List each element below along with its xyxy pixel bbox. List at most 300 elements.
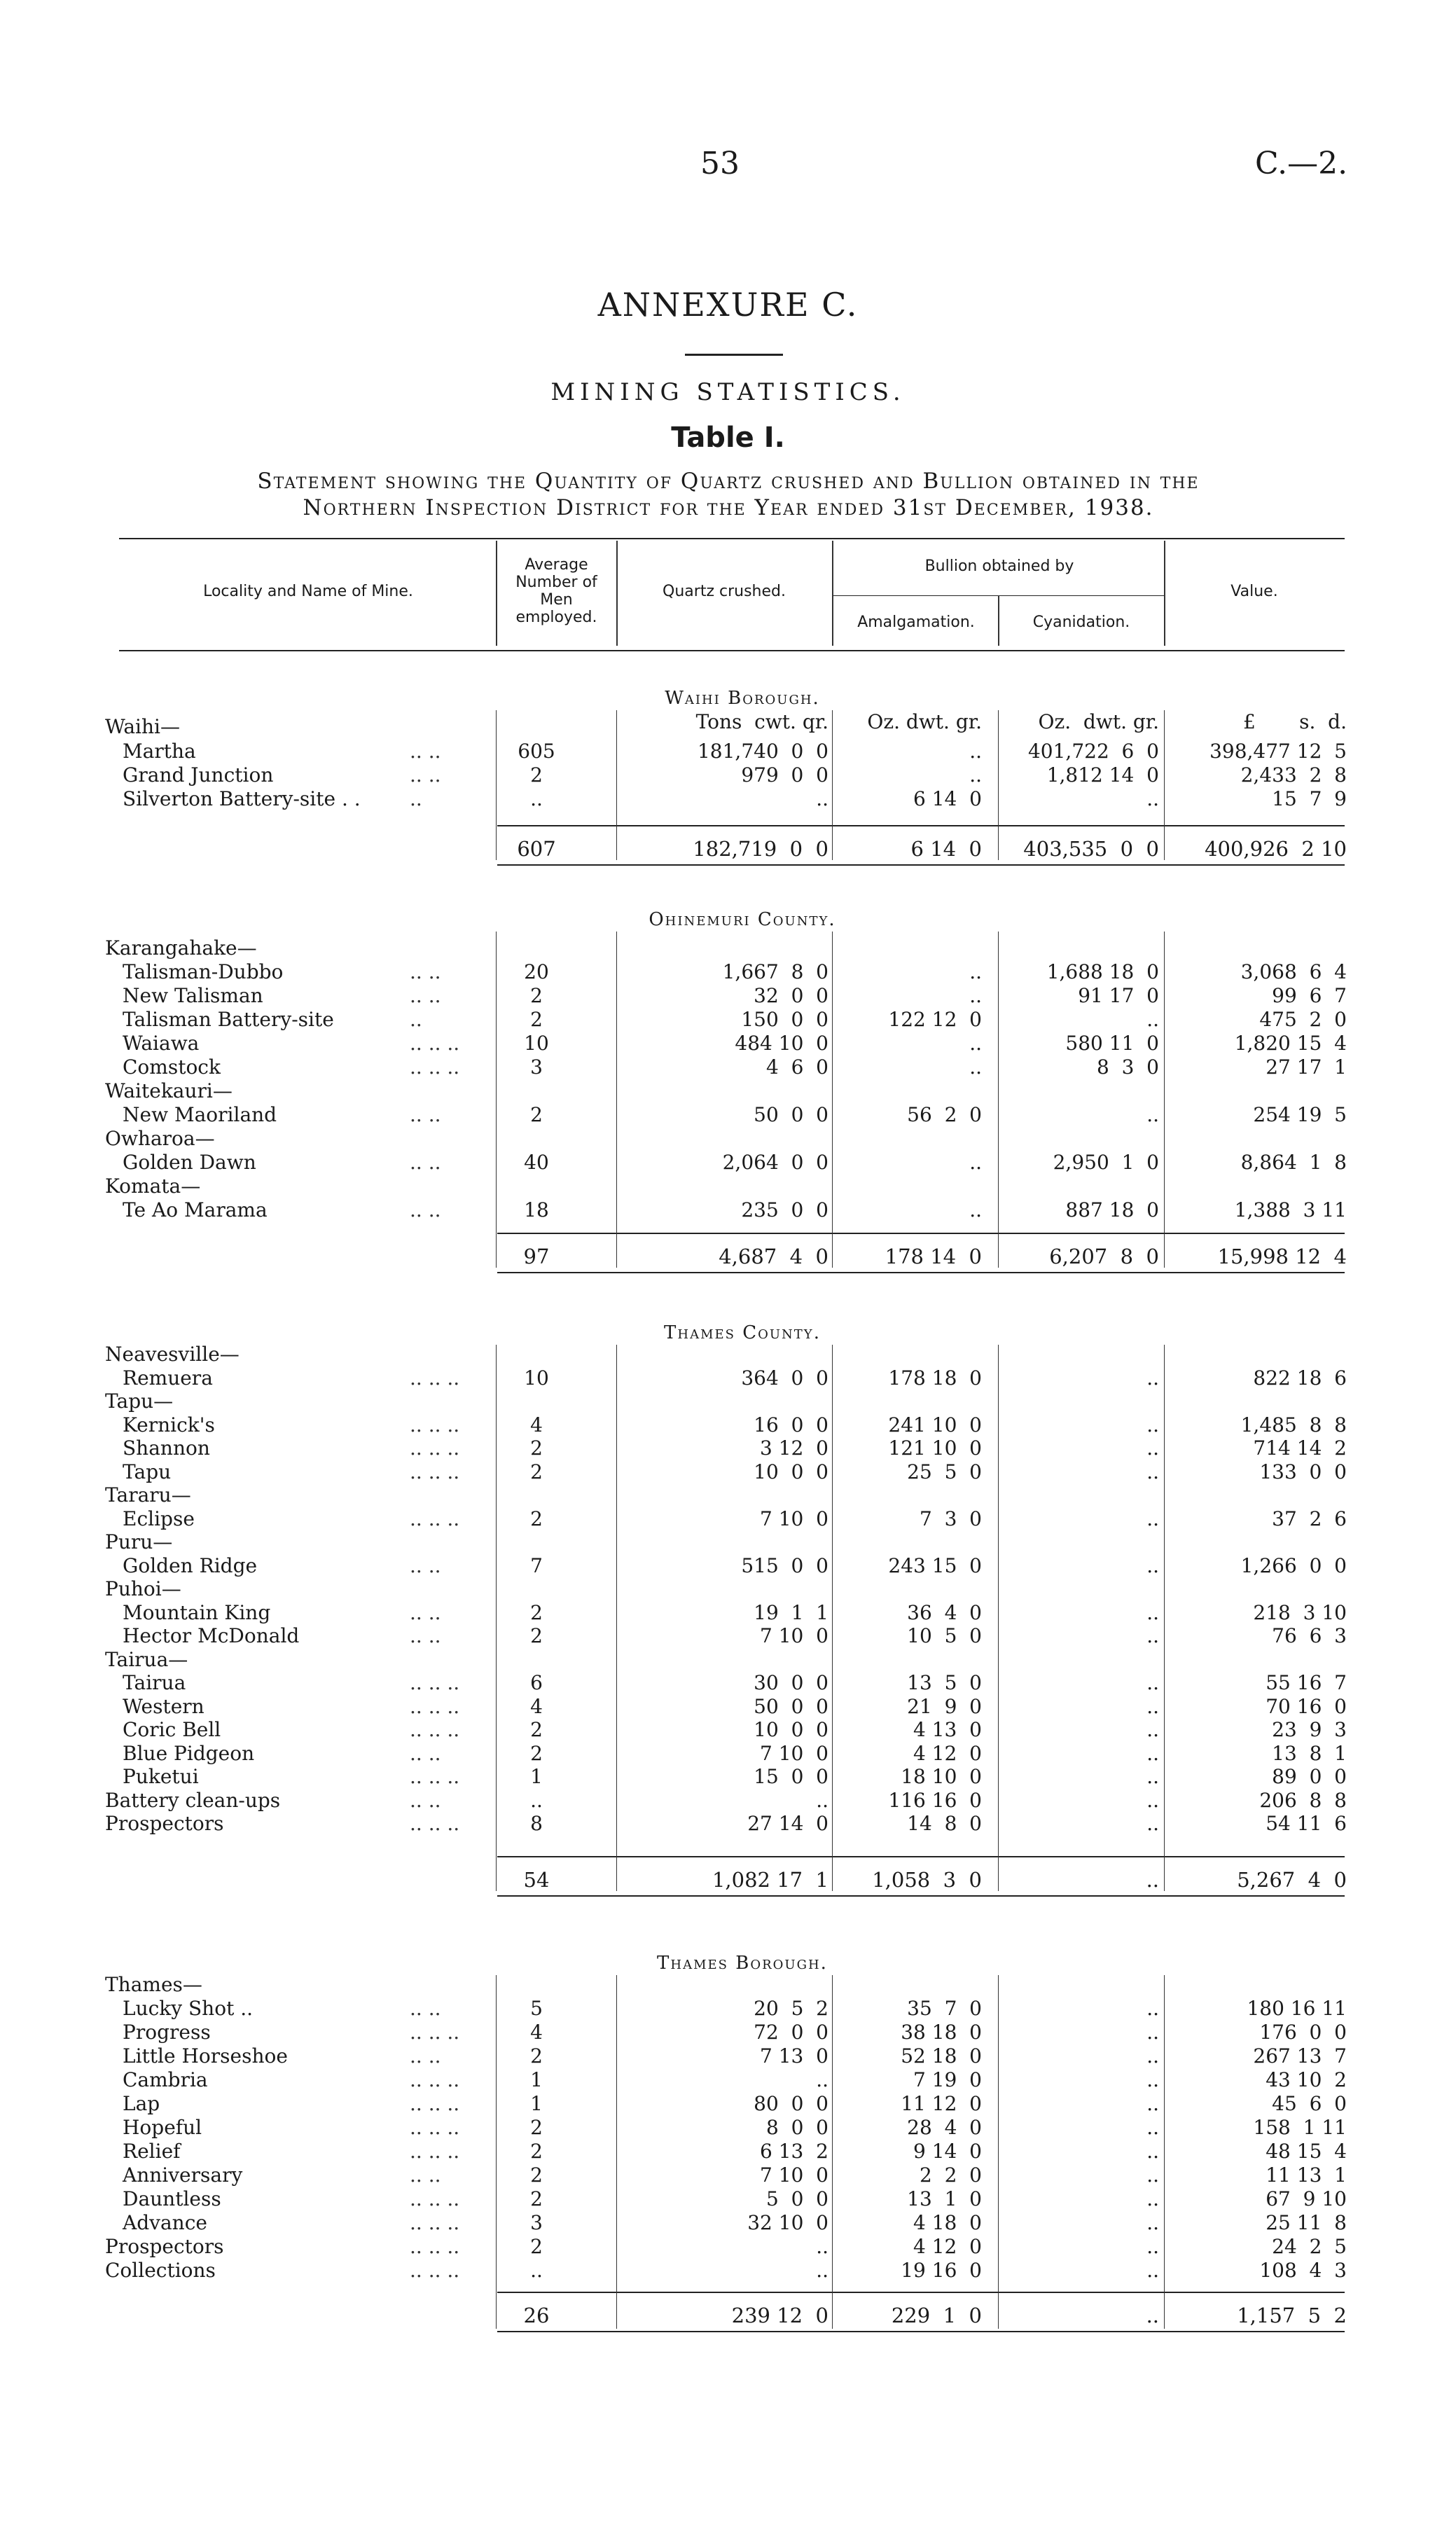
cyanidation-value: .. <box>1146 1366 1159 1390</box>
section-title: Ohinemuri County. <box>649 909 836 930</box>
document-reference: C.—2. <box>1255 146 1348 181</box>
group-label: Waitekauri— <box>105 1079 233 1102</box>
amalgamation-value: 28 4 0 <box>907 2116 982 2139</box>
cyanidation-value: .. <box>1146 1694 1159 1718</box>
unit-label: Tons cwt. qr. <box>695 710 828 733</box>
men-employed: 2 <box>530 2044 543 2068</box>
value: 822 18 6 <box>1253 1366 1347 1390</box>
mine-name: Relief <box>123 2140 181 2163</box>
value: 54 11 6 <box>1266 1812 1347 1835</box>
total-amalgamation: 229 1 0 <box>891 2304 982 2327</box>
total-quartz: 182,719 0 0 <box>693 837 828 861</box>
mine-name: Martha <box>123 740 196 763</box>
total-quartz: 4,687 4 0 <box>719 1245 828 1268</box>
cyanidation-value: .. <box>1146 1413 1159 1436</box>
cyanidation-value: .. <box>1146 1741 1159 1765</box>
column-divider <box>496 710 497 860</box>
total-bottom-rule <box>497 864 1345 866</box>
men-employed: 2 <box>530 984 543 1007</box>
cyanidation-value: .. <box>1146 2235 1159 2258</box>
leader-dots: .. .. <box>410 1103 441 1126</box>
leader-dots: .. .. .. <box>410 1671 460 1694</box>
value: 23 9 3 <box>1272 1718 1347 1741</box>
unit-label: £ s. d. <box>1242 710 1347 733</box>
header-quartz: Quartz crushed. <box>663 583 786 600</box>
cyanidation-value: .. <box>1146 2116 1159 2139</box>
value: 11 13 1 <box>1266 2163 1347 2187</box>
value: 1,388 3 11 <box>1234 1198 1347 1221</box>
column-divider <box>496 1975 497 2329</box>
value: 45 6 0 <box>1272 2092 1347 2115</box>
quartz-crushed: 72 0 0 <box>754 2021 828 2044</box>
quartz-crushed: 7 10 0 <box>760 1507 828 1530</box>
cyanidation-value: .. <box>1146 2259 1159 2282</box>
cyanidation-value: .. <box>1146 1812 1159 1835</box>
value: 1,266 0 0 <box>1240 1553 1347 1577</box>
mine-name: Lucky Shot .. <box>123 1997 254 2020</box>
amalgamation-value: .. <box>969 763 982 787</box>
group-label: Prospectors <box>105 1812 224 1835</box>
mine-name: Waiawa <box>123 1032 200 1055</box>
men-employed: 2 <box>530 2187 543 2210</box>
mine-name: Grand Junction <box>123 763 274 787</box>
header-bullion: Bullion obtained by <box>924 558 1074 575</box>
value: 67 9 10 <box>1266 2187 1347 2210</box>
mine-name: Advance <box>123 2211 207 2234</box>
total-rule <box>497 825 1345 826</box>
men-employed: 20 <box>524 960 549 983</box>
mine-name: Golden Dawn <box>123 1151 256 1174</box>
header-amalgamation: Amalgamation. <box>857 614 975 631</box>
total-value: 400,926 2 10 <box>1205 837 1347 861</box>
amalgamation-value: 11 12 0 <box>901 2092 982 2115</box>
quartz-crushed: 15 0 0 <box>754 1765 828 1788</box>
value: 8,864 1 8 <box>1240 1151 1347 1174</box>
leader-dots: .. .. .. <box>410 1413 460 1436</box>
men-employed: 3 <box>530 2211 543 2234</box>
quartz-crushed: 515 0 0 <box>741 1553 828 1577</box>
column-divider <box>616 1345 617 1891</box>
cyanidation-value: .. <box>1146 1507 1159 1530</box>
mine-name: Western <box>123 1694 204 1718</box>
leader-dots: .. .. .. <box>410 2211 460 2234</box>
amalgamation-value: 52 18 0 <box>901 2044 982 2068</box>
column-divider <box>998 1975 999 2329</box>
header-men-line: Average <box>525 556 588 574</box>
cyanidation-value: .. <box>1146 1103 1159 1126</box>
section-title: Thames Borough. <box>657 1953 828 1974</box>
total-rule <box>497 2292 1345 2293</box>
table-top-rule <box>119 538 1345 539</box>
table-label: Table I. <box>671 422 785 454</box>
men-employed: 6 <box>530 1671 543 1694</box>
amalgamation-value: 56 2 0 <box>907 1103 982 1126</box>
quartz-crushed: 150 0 0 <box>741 1008 828 1031</box>
cyanidation-value: .. <box>1146 1718 1159 1741</box>
cyanidation-value: .. <box>1146 1553 1159 1577</box>
men-employed: 2 <box>530 1103 543 1126</box>
men-employed: 2 <box>530 2235 543 2258</box>
mine-name: Blue Pidgeon <box>123 1741 255 1765</box>
cyanidation-value: .. <box>1146 787 1159 810</box>
group-label: Puru— <box>105 1530 173 1553</box>
total-men: 26 <box>523 2304 550 2327</box>
men-employed: 4 <box>530 1694 543 1718</box>
value: 27 17 1 <box>1266 1055 1347 1079</box>
leader-dots: .. .. <box>410 1600 441 1624</box>
leader-dots: .. .. .. <box>410 1812 460 1835</box>
total-men: 607 <box>517 837 556 861</box>
cyanidation-value: .. <box>1146 1997 1159 2020</box>
cyanidation-value: .. <box>1146 1624 1159 1647</box>
cyanidation-value: 401,722 6 0 <box>1027 740 1159 763</box>
column-divider <box>616 932 617 1268</box>
group-label: Komata— <box>105 1175 201 1198</box>
mine-name: Remuera <box>123 1366 213 1390</box>
men-employed: .. <box>530 787 543 810</box>
section-title: Waihi Borough. <box>665 688 820 709</box>
men-employed: 2 <box>530 1741 543 1765</box>
mine-name: Hector McDonald <box>123 1624 300 1647</box>
quartz-crushed: .. <box>816 2068 828 2091</box>
leader-dots: .. .. .. <box>410 2187 460 2210</box>
value: 475 2 0 <box>1259 1008 1347 1031</box>
value: 206 8 8 <box>1259 1788 1347 1812</box>
group-label: Waihi— <box>105 715 180 738</box>
amalgamation-value: 9 14 0 <box>913 2140 982 2163</box>
statement-line-2: Northern Inspection District for the Year ended 31st December, 1938. <box>303 495 1154 520</box>
cyanidation-value: 887 18 0 <box>1065 1198 1159 1221</box>
quartz-crushed: 10 0 0 <box>754 1460 828 1483</box>
annexure-title: ANNEXURE C. <box>597 286 859 324</box>
amalgamation-value: 4 13 0 <box>913 1718 982 1741</box>
column-divider <box>998 1345 999 1891</box>
men-employed: 5 <box>530 1997 543 2020</box>
cyanidation-value: .. <box>1146 2068 1159 2091</box>
leader-dots: .. .. <box>410 1624 441 1647</box>
cyanidation-value: 1,688 18 0 <box>1046 960 1159 983</box>
amalgamation-value: 13 1 0 <box>907 2187 982 2210</box>
column-divider <box>496 1345 497 1891</box>
amalgamation-value: 178 18 0 <box>888 1366 982 1390</box>
total-men: 97 <box>523 1245 550 1268</box>
header-bottom-rule <box>119 650 1345 651</box>
quartz-crushed: 20 5 2 <box>754 1997 828 2020</box>
value: 108 4 3 <box>1259 2259 1347 2282</box>
group-label: Owharoa— <box>105 1127 215 1150</box>
total-quartz: 1,082 17 1 <box>712 1868 828 1892</box>
amalgamation-value: .. <box>969 740 982 763</box>
amalgamation-value: 38 18 0 <box>901 2021 982 2044</box>
value: 218 3 10 <box>1253 1600 1347 1624</box>
cyanidation-value: .. <box>1146 2092 1159 2115</box>
quartz-crushed: .. <box>816 2235 828 2258</box>
value: 398,477 12 5 <box>1209 740 1347 763</box>
value: 2,433 2 8 <box>1240 763 1347 787</box>
men-employed: 7 <box>530 1553 543 1577</box>
page-number: 53 <box>700 146 740 181</box>
leader-dots: .. .. .. <box>410 2259 460 2282</box>
group-label: Neavesville— <box>105 1343 240 1366</box>
group-label: Tapu— <box>105 1390 174 1413</box>
value: 25 11 8 <box>1266 2211 1347 2234</box>
total-quartz: 239 12 0 <box>731 2304 828 2327</box>
men-employed: 2 <box>530 1624 543 1647</box>
value: 70 16 0 <box>1266 1694 1347 1718</box>
header-divider <box>496 541 497 646</box>
men-employed: 10 <box>524 1366 549 1390</box>
value: 3,068 6 4 <box>1240 960 1347 983</box>
mine-name: Kernick's <box>123 1413 215 1436</box>
section-title: Thames County. <box>664 1322 821 1343</box>
mine-name: New Maoriland <box>123 1103 277 1126</box>
quartz-crushed: 5 0 0 <box>765 2187 828 2210</box>
mine-name: Shannon <box>123 1436 210 1460</box>
amalgamation-value: 19 16 0 <box>901 2259 982 2282</box>
amalgamation-value: 7 19 0 <box>913 2068 982 2091</box>
column-divider <box>1164 1975 1165 2329</box>
mine-name: Coric Bell <box>123 1718 221 1741</box>
total-value: 5,267 4 0 <box>1237 1868 1347 1892</box>
quartz-crushed: 484 10 0 <box>735 1032 828 1055</box>
quartz-crushed: 364 0 0 <box>741 1366 828 1390</box>
leader-dots: .. .. .. <box>410 2068 460 2091</box>
leader-dots: .. .. <box>410 2044 441 2068</box>
column-divider <box>616 710 617 860</box>
leader-dots: .. .. .. <box>410 1765 460 1788</box>
amalgamation-value: 2 2 0 <box>919 2163 982 2187</box>
mine-name: Progress <box>123 2021 211 2044</box>
leader-dots: .. .. .. <box>410 2235 460 2258</box>
leader-dots: .. .. <box>410 1198 441 1221</box>
header-men-line: Number of <box>515 574 597 591</box>
men-employed: 4 <box>530 1413 543 1436</box>
value: 158 1 11 <box>1253 2116 1347 2139</box>
header-divider <box>616 541 618 646</box>
mine-name: Mountain King <box>123 1600 271 1624</box>
quartz-crushed: 4 6 0 <box>765 1055 828 1079</box>
value: 1,820 15 4 <box>1234 1032 1347 1055</box>
amalgamation-value: .. <box>969 960 982 983</box>
cyanidation-value: .. <box>1146 2163 1159 2187</box>
group-label: Puhoi— <box>105 1577 181 1600</box>
leader-dots: .. .. .. <box>410 1718 460 1741</box>
value: 1,485 8 8 <box>1240 1413 1347 1436</box>
amalgamation-value: 25 5 0 <box>907 1460 982 1483</box>
cyanidation-value: .. <box>1146 1008 1159 1031</box>
header-men-line: employed. <box>515 609 597 626</box>
total-men: 54 <box>523 1868 550 1892</box>
quartz-crushed: 30 0 0 <box>754 1671 828 1694</box>
total-value: 1,157 5 2 <box>1237 2304 1347 2327</box>
men-employed: 18 <box>524 1198 549 1221</box>
men-employed: 605 <box>518 740 555 763</box>
quartz-crushed: 7 10 0 <box>760 1624 828 1647</box>
value: 254 19 5 <box>1253 1103 1347 1126</box>
value: 43 10 2 <box>1266 2068 1347 2091</box>
mine-name: Lap <box>123 2092 160 2115</box>
mine-name: Puketui <box>123 1765 199 1788</box>
value: 99 6 7 <box>1272 984 1347 1007</box>
men-employed: 2 <box>530 1436 543 1460</box>
total-rule <box>497 1856 1345 1857</box>
header-divider <box>998 595 999 646</box>
mine-name: Te Ao Marama <box>123 1198 268 1221</box>
amalgamation-value: 36 4 0 <box>907 1600 982 1624</box>
cyanidation-value: .. <box>1146 1765 1159 1788</box>
cyanidation-value: .. <box>1146 2187 1159 2210</box>
column-divider <box>998 710 999 860</box>
cyanidation-value: 8 3 0 <box>1096 1055 1159 1079</box>
mine-name: Cambria <box>123 2068 208 2091</box>
group-label: Battery clean-ups <box>105 1788 281 1812</box>
cyanidation-value: .. <box>1146 2021 1159 2044</box>
value: 76 6 3 <box>1272 1624 1347 1647</box>
unit-label: Oz. dwt. gr. <box>867 710 982 733</box>
quartz-crushed: 32 0 0 <box>754 984 828 1007</box>
column-divider <box>1164 1345 1165 1891</box>
men-employed: 40 <box>524 1151 549 1174</box>
men-employed: 2 <box>530 1460 543 1483</box>
quartz-crushed: 50 0 0 <box>754 1103 828 1126</box>
column-divider <box>496 932 497 1268</box>
mine-name: Hopeful <box>123 2116 202 2139</box>
leader-dots: .. .. .. <box>410 1460 460 1483</box>
total-bottom-rule <box>497 1272 1345 1273</box>
mine-name: Little Horseshoe <box>123 2044 288 2068</box>
amalgamation-value: 21 9 0 <box>907 1694 982 1718</box>
quartz-crushed: 3 12 0 <box>760 1436 828 1460</box>
leader-dots: .. .. .. <box>410 2140 460 2163</box>
amalgamation-value: 10 5 0 <box>907 1624 982 1647</box>
mine-name: Golden Ridge <box>123 1553 258 1577</box>
amalgamation-value: 122 12 0 <box>888 1008 982 1031</box>
statement-caption <box>105 468 1352 521</box>
quartz-crushed: 27 14 0 <box>747 1812 828 1835</box>
amalgamation-value: 6 14 0 <box>913 787 982 810</box>
value: 24 2 5 <box>1272 2235 1347 2258</box>
value: 133 0 0 <box>1259 1460 1347 1483</box>
mine-name: Tapu <box>123 1460 172 1483</box>
value: 37 2 6 <box>1272 1507 1347 1530</box>
men-employed: 8 <box>530 1812 543 1835</box>
leader-dots: .. .. <box>410 960 441 983</box>
leader-dots: .. .. .. <box>410 1694 460 1718</box>
value: 180 16 11 <box>1247 1997 1347 2020</box>
mine-name: New Talisman <box>123 984 263 1007</box>
column-divider <box>1164 710 1165 860</box>
men-employed: 1 <box>530 1765 543 1788</box>
amalgamation-value: 18 10 0 <box>901 1765 982 1788</box>
men-employed: 4 <box>530 2021 543 2044</box>
leader-dots: .. .. .. <box>410 1032 460 1055</box>
leader-dots: .. .. .. <box>410 2021 460 2044</box>
cyanidation-value: 91 17 0 <box>1078 984 1159 1007</box>
total-bottom-rule <box>497 2331 1345 2332</box>
mine-name: Talisman-Dubbo <box>123 960 284 983</box>
value: 267 13 7 <box>1253 2044 1347 2068</box>
quartz-crushed: 6 13 2 <box>760 2140 828 2163</box>
leader-dots: .. .. <box>410 740 441 763</box>
total-rule <box>497 1233 1345 1234</box>
quartz-crushed: 32 10 0 <box>747 2211 828 2234</box>
men-employed: 1 <box>530 2068 543 2091</box>
leader-dots: .. <box>410 1008 422 1031</box>
men-employed: 2 <box>530 1008 543 1031</box>
header-cyanidation: Cyanidation. <box>1032 614 1130 631</box>
cyanidation-value: .. <box>1146 2140 1159 2163</box>
men-employed: .. <box>530 2259 543 2282</box>
group-label: Tararu— <box>105 1483 191 1507</box>
header-divider <box>1164 541 1165 646</box>
amalgamation-value: 7 3 0 <box>919 1507 982 1530</box>
men-employed: 10 <box>524 1032 549 1055</box>
quartz-crushed: 10 0 0 <box>754 1718 828 1741</box>
leader-dots: .. .. .. <box>410 2116 460 2139</box>
men-employed: 2 <box>530 2163 543 2187</box>
group-label: Prospectors <box>105 2235 224 2258</box>
cyanidation-value: .. <box>1146 1600 1159 1624</box>
mine-name: Comstock <box>123 1055 221 1079</box>
quartz-crushed: 16 0 0 <box>754 1413 828 1436</box>
amalgamation-value: 241 10 0 <box>888 1413 982 1436</box>
mine-name: Tairua <box>123 1671 186 1694</box>
cyanidation-value: 1,812 14 0 <box>1046 763 1159 787</box>
leader-dots: .. .. <box>410 763 441 787</box>
amalgamation-value: 116 16 0 <box>888 1788 982 1812</box>
quartz-crushed: 2,064 0 0 <box>722 1151 828 1174</box>
mine-name: Dauntless <box>123 2187 221 2210</box>
leader-dots: .. .. <box>410 1151 441 1174</box>
group-label: Thames— <box>105 1973 202 1996</box>
cyanidation-value: .. <box>1146 2044 1159 2068</box>
amalgamation-value: 35 7 0 <box>907 1997 982 2020</box>
quartz-crushed: .. <box>816 1788 828 1812</box>
quartz-crushed: 1,667 8 0 <box>722 960 828 983</box>
amalgamation-value: 4 12 0 <box>913 2235 982 2258</box>
leader-dots: .. .. .. <box>410 1055 460 1079</box>
men-employed: 2 <box>530 1718 543 1741</box>
men-employed: 2 <box>530 763 543 787</box>
header-men-line: Men <box>540 591 573 609</box>
amalgamation-value: .. <box>969 1032 982 1055</box>
men-employed: 2 <box>530 2140 543 2163</box>
column-divider <box>832 710 833 860</box>
unit-label: Oz. dwt. gr. <box>1038 710 1159 733</box>
men-employed: .. <box>530 1788 543 1812</box>
header-value: Value. <box>1230 583 1278 600</box>
quartz-crushed: 7 10 0 <box>760 2163 828 2187</box>
leader-dots: .. .. .. <box>410 2092 460 2115</box>
amalgamation-value: 14 8 0 <box>907 1812 982 1835</box>
leader-dots: .. .. <box>410 984 441 1007</box>
quartz-crushed: .. <box>816 2259 828 2282</box>
quartz-crushed: 80 0 0 <box>754 2092 828 2115</box>
title-rule <box>685 354 783 356</box>
cyanidation-value: .. <box>1146 1460 1159 1483</box>
leader-dots: .. .. .. <box>410 1507 460 1530</box>
group-label: Tairua— <box>105 1647 188 1671</box>
cyanidation-value: 580 11 0 <box>1065 1032 1159 1055</box>
amalgamation-value: .. <box>969 1151 982 1174</box>
total-cyanidation: .. <box>1146 2304 1159 2327</box>
header-men <box>499 556 614 626</box>
quartz-crushed: 181,740 0 0 <box>697 740 828 763</box>
mine-name: Talisman Battery-site <box>123 1008 334 1031</box>
column-divider <box>616 1975 617 2329</box>
cyanidation-value: .. <box>1146 2211 1159 2234</box>
quartz-crushed: 235 0 0 <box>741 1198 828 1221</box>
